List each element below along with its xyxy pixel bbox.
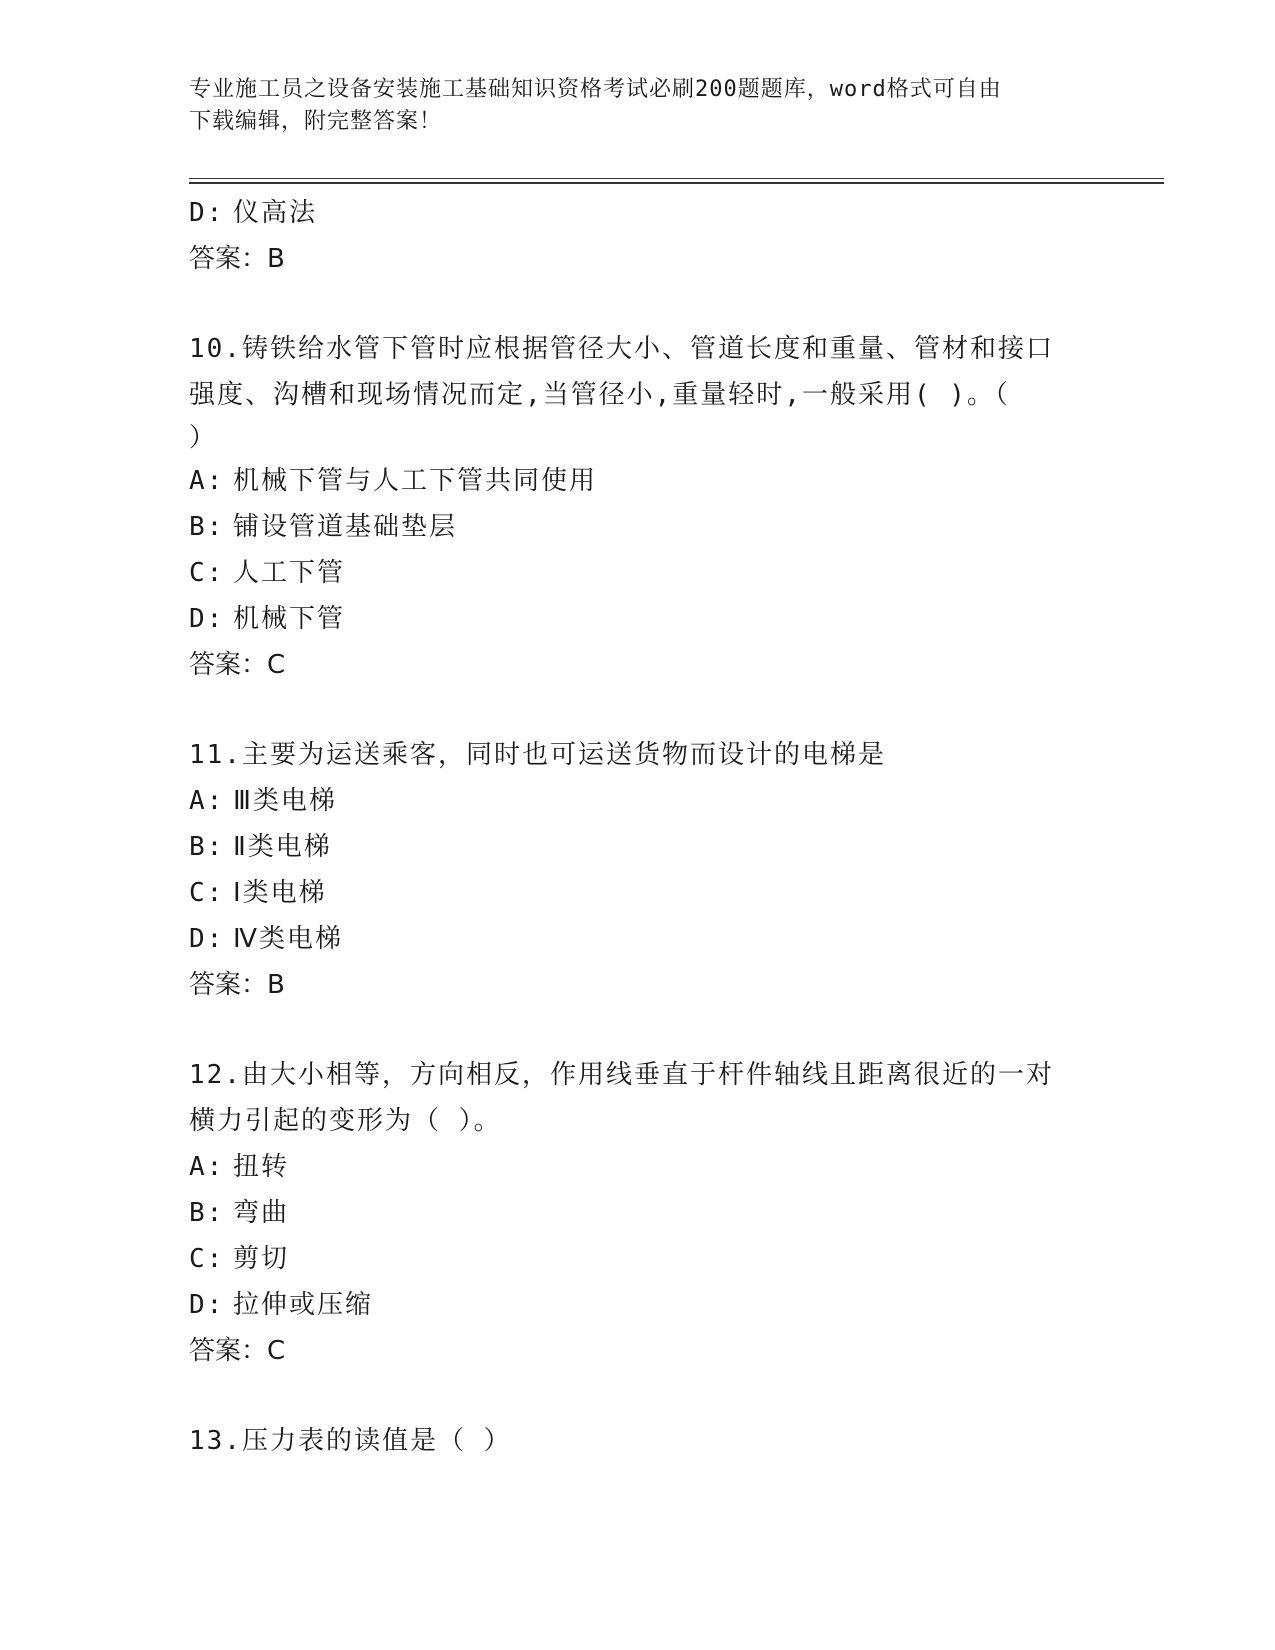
option-text: Ⅰ类电梯 [233, 878, 327, 908]
option-text: Ⅳ类电梯 [233, 924, 343, 954]
option-text: 人工下管 [233, 558, 346, 588]
option-text: Ⅲ类电梯 [233, 786, 337, 816]
option-text: Ⅱ类电梯 [233, 832, 332, 862]
question-content [189, 190, 1089, 1464]
option-label: C: [189, 558, 225, 588]
header-line-1: 专业施工员之设备安装施工基础知识资格考试必刷200题题库，word格式可自由 [189, 77, 1002, 102]
option-label: B: [189, 832, 225, 862]
option-text: 仪高法 [233, 198, 318, 228]
option-text: 弯曲 [233, 1198, 290, 1228]
spacer [189, 1008, 1089, 1052]
answer-label: 答案： [189, 1336, 268, 1366]
answer-label: 答案： [189, 244, 268, 274]
answer-label: 答案： [189, 650, 268, 680]
spacer [189, 688, 1089, 732]
question-stem: 11.主要为运送乘客，同时也可运送货物而设计的电梯是 [189, 740, 886, 770]
answer-label: 答案： [189, 970, 268, 1000]
answer-value: B [267, 244, 285, 274]
option-label: C: [189, 878, 225, 908]
answer-line [189, 1328, 1089, 1374]
option-label: B: [189, 1198, 225, 1228]
question-stem: 12.由大小相等，方向相反，作用线垂直于杆件轴线且距离很近的一对 [189, 1060, 1054, 1090]
answer-value: C [267, 650, 286, 680]
answer-value: B [267, 970, 285, 1000]
option-d [189, 190, 1089, 236]
question-stem: 13.压力表的读值是（ ） [189, 1426, 512, 1456]
option-label: B: [189, 512, 225, 542]
option-label: D: [189, 1290, 225, 1320]
option-text: 扭转 [233, 1152, 290, 1182]
option-a [189, 1144, 1089, 1190]
answer-line [189, 962, 1089, 1008]
option-label: A: [189, 1152, 225, 1182]
question-stem: ） [189, 423, 218, 453]
question-stem: 横力引起的变形为（ ）。 [189, 1106, 502, 1136]
answer-value: C [267, 1336, 286, 1366]
spacer [189, 1374, 1089, 1418]
option-text: 剪切 [233, 1244, 290, 1274]
option-b [189, 504, 1089, 550]
option-d [189, 1282, 1089, 1328]
option-c [189, 1236, 1089, 1282]
option-d [189, 596, 1089, 642]
option-label: D: [189, 198, 225, 228]
option-label: A: [189, 466, 225, 496]
option-label: C: [189, 1244, 225, 1274]
spacer [189, 282, 1089, 326]
document-header [189, 74, 1069, 138]
header-line-2: 下载编辑，附完整答案！ [189, 109, 443, 134]
option-text: 机械下管 [233, 604, 346, 634]
option-text: 铺设管道基础垫层 [233, 512, 458, 542]
option-label: D: [189, 924, 225, 954]
option-text: 机械下管与人工下管共同使用 [233, 466, 598, 496]
answer-line [189, 236, 1089, 282]
question-stem: 强度、沟槽和现场情况而定,当管径小,重量轻时,一般采用( )。（ [189, 380, 1010, 410]
header-rule-thin [189, 178, 1164, 179]
option-a [189, 778, 1089, 824]
option-d [189, 916, 1089, 962]
option-c [189, 550, 1089, 596]
option-label: A: [189, 786, 225, 816]
question-stem: 10.铸铁给水管下管时应根据管径大小、管道长度和重量、管材和接口 [189, 334, 1054, 364]
option-a [189, 458, 1089, 504]
option-b [189, 1190, 1089, 1236]
option-c [189, 870, 1089, 916]
option-b [189, 824, 1089, 870]
option-text: 拉伸或压缩 [233, 1290, 374, 1320]
answer-line [189, 642, 1089, 688]
option-label: D: [189, 604, 225, 634]
header-rule-thick [189, 182, 1164, 184]
